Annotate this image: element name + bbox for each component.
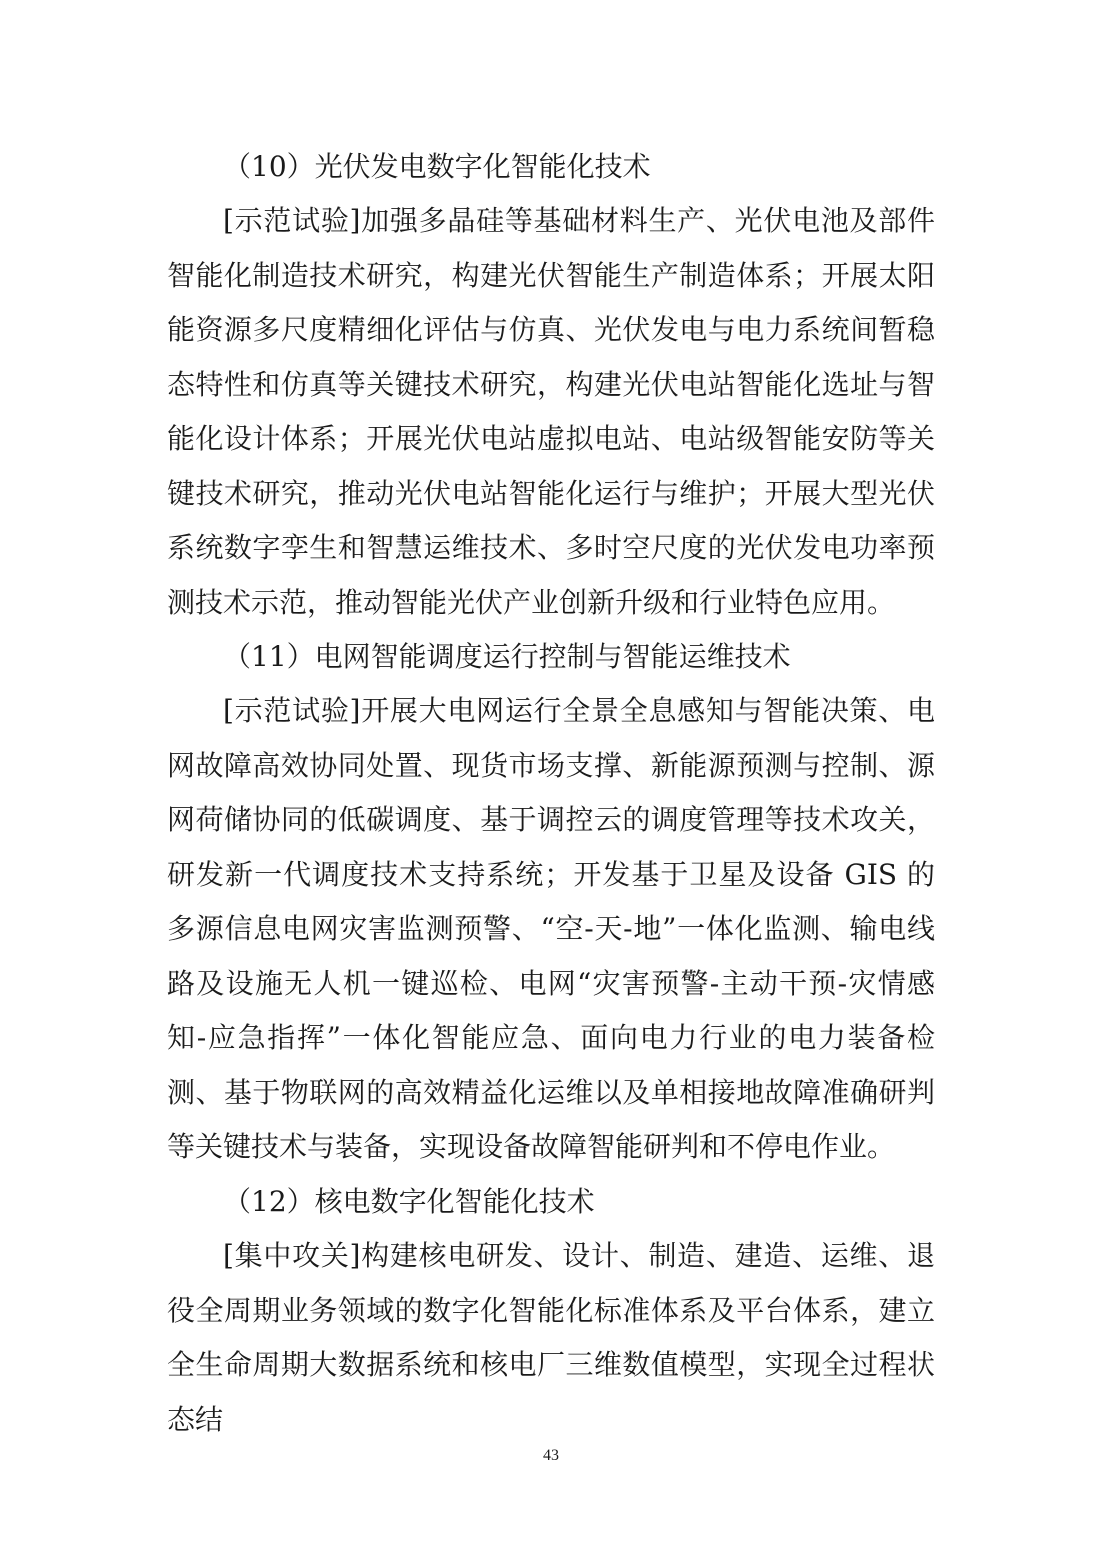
- section-paragraph-11: [示范试验]开展大电网运行全景全息感知与智能决策、电网故障高效协同处置、现货市场支撑、新能源预测与控制、源网荷储协同的低碳调度、基于调控云的调度管理等技术攻关，研发新一代调度技术支持系统；开发基于卫星及设备 GIS 的多源信息电网灾害监测预警、“空-天-地”一体化监测、输电线路及设施无人机一键巡检、电网“灾害预警-主动干预-灾情感知-应急指挥”一体化智能应急、面向电力行业的电力装备检测、基于物联网的高效精益化运维以及单相接地故障准确研判等关键技术与装备，实现设备故障智能研判和不停电作业。: [167, 694, 935, 1163]
- section-heading-10: （10）光伏发电数字化智能化技术: [223, 150, 651, 183]
- section-paragraph-10: [示范试验]加强多晶硅等基础材料生产、光伏电池及部件智能化制造技术研究，构建光伏智能生产制造体系；开展太阳能资源多尺度精细化评估与仿真、光伏发电与电力系统间暂稳态特性和仿真等关键技术研究，构建光伏电站智能化选址与智能化设计体系；开展光伏电站虚拟电站、电站级智能安防等关键技术研究，推动光伏电站智能化运行与维护；开展大型光伏系统数字孪生和智慧运维技术、多时空尺度的光伏发电功率预测技术示范，推动智能光伏产业创新升级和行业特色应用。: [167, 204, 935, 619]
- section-heading-12: （12）核电数字化智能化技术: [223, 1185, 595, 1218]
- section-paragraph-12: [集中攻关]构建核电研发、设计、制造、建造、运维、退役全周期业务领域的数字化智能化标准体系及平台体系，建立全生命周期大数据系统和核电厂三维数值模型，实现全过程状态结: [167, 1239, 935, 1436]
- section-heading-11: （11）电网智能调度运行控制与智能运维技术: [223, 640, 791, 673]
- page-number: 43: [543, 1447, 559, 1464]
